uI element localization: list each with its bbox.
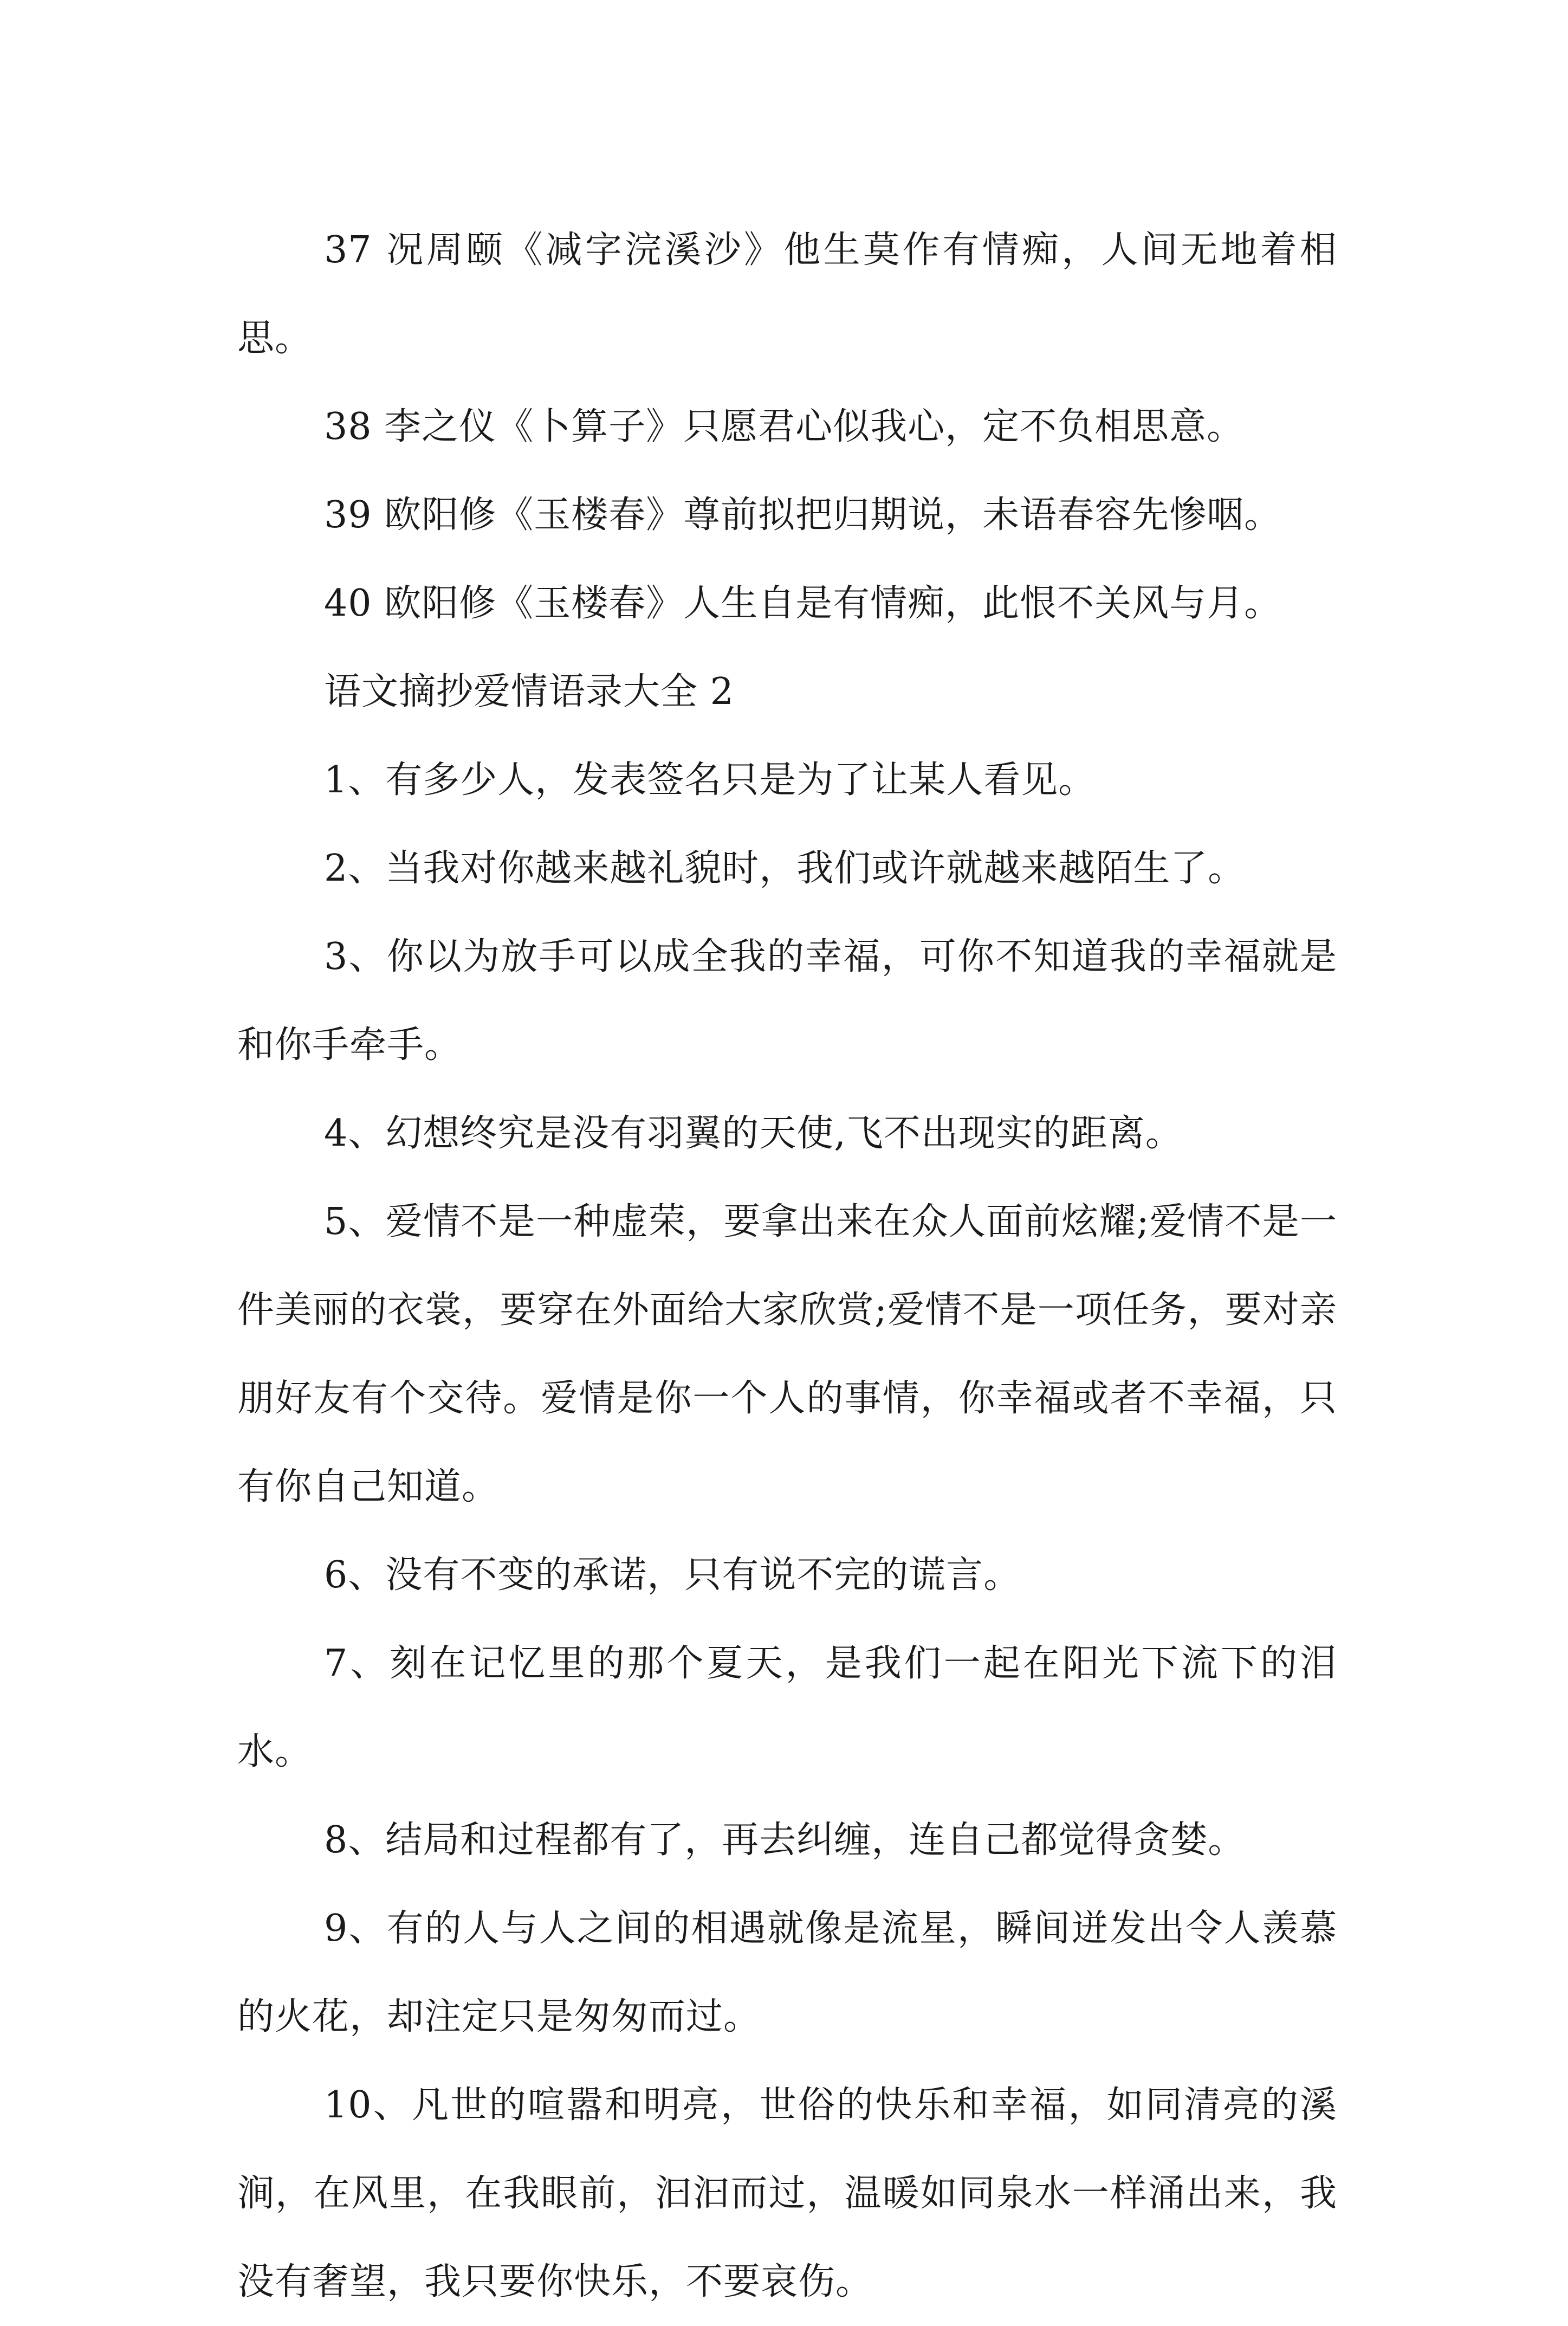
document-body bbox=[237, 206, 1337, 2326]
paragraph-8: 8、结局和过程都有了，再去纠缠，连自己都觉得贪婪。 bbox=[324, 1819, 1246, 1862]
paragraph-38: 38 李之仪《卜算子》只愿君心似我心，定不负相思意。 bbox=[324, 405, 1245, 448]
section-heading: 语文摘抄爱情语录大全 2 bbox=[324, 670, 734, 713]
paragraph-40: 40 欧阳修《玉楼春》人生自是有情痴，此恨不关风与月。 bbox=[324, 582, 1282, 625]
paragraph-1: 1、有多少人，发表签名只是为了让某人看见。 bbox=[324, 759, 1096, 802]
paragraph-9: 9、有的人与人之间的相遇就像是流星，瞬间迸发出令人羡慕的火花，却注定只是匆匆而过。 bbox=[237, 1907, 1337, 2038]
paragraph-10: 10、凡世的喧嚣和明亮，世俗的快乐和幸福，如同清亮的溪涧，在风里，在我眼前，汩汩而过，温暖如同泉水一样涌出来，我没有奢望，我只要你快乐，不要哀伤。 bbox=[237, 2084, 1337, 2303]
paragraph-2: 2、当我对你越来越礼貌时，我们或许就越来越陌生了。 bbox=[324, 847, 1246, 890]
paragraph-7: 7、刻在记忆里的那个夏天，是我们一起在阳光下流下的泪水。 bbox=[237, 1642, 1337, 1773]
paragraph-3: 3、你以为放手可以成全我的幸福，可你不知道我的幸福就是和你手牵手。 bbox=[237, 935, 1337, 1067]
paragraph-37: 37 况周颐《减字浣溪沙》他生莫作有情痴，人间无地着相思。 bbox=[237, 229, 1337, 360]
paragraph-39: 39 欧阳修《玉楼春》尊前拟把归期说，未语春容先惨咽。 bbox=[324, 494, 1282, 537]
paragraph-4: 4、幻想终究是没有羽翼的天使,飞不出现实的距离。 bbox=[324, 1112, 1183, 1155]
paragraph-6: 6、没有不变的承诺，只有说不完的谎言。 bbox=[324, 1554, 1021, 1597]
paragraph-5: 5、爱情不是一种虚荣，要拿出来在众人面前炫耀;爱情不是一件美丽的衣裳，要穿在外面给大家欣赏;爱情不是一项任务，要对亲朋好友有个交待。爱情是你一个人的事情，你幸福或者不幸福，只有你自己知道。 bbox=[237, 1200, 1337, 1508]
